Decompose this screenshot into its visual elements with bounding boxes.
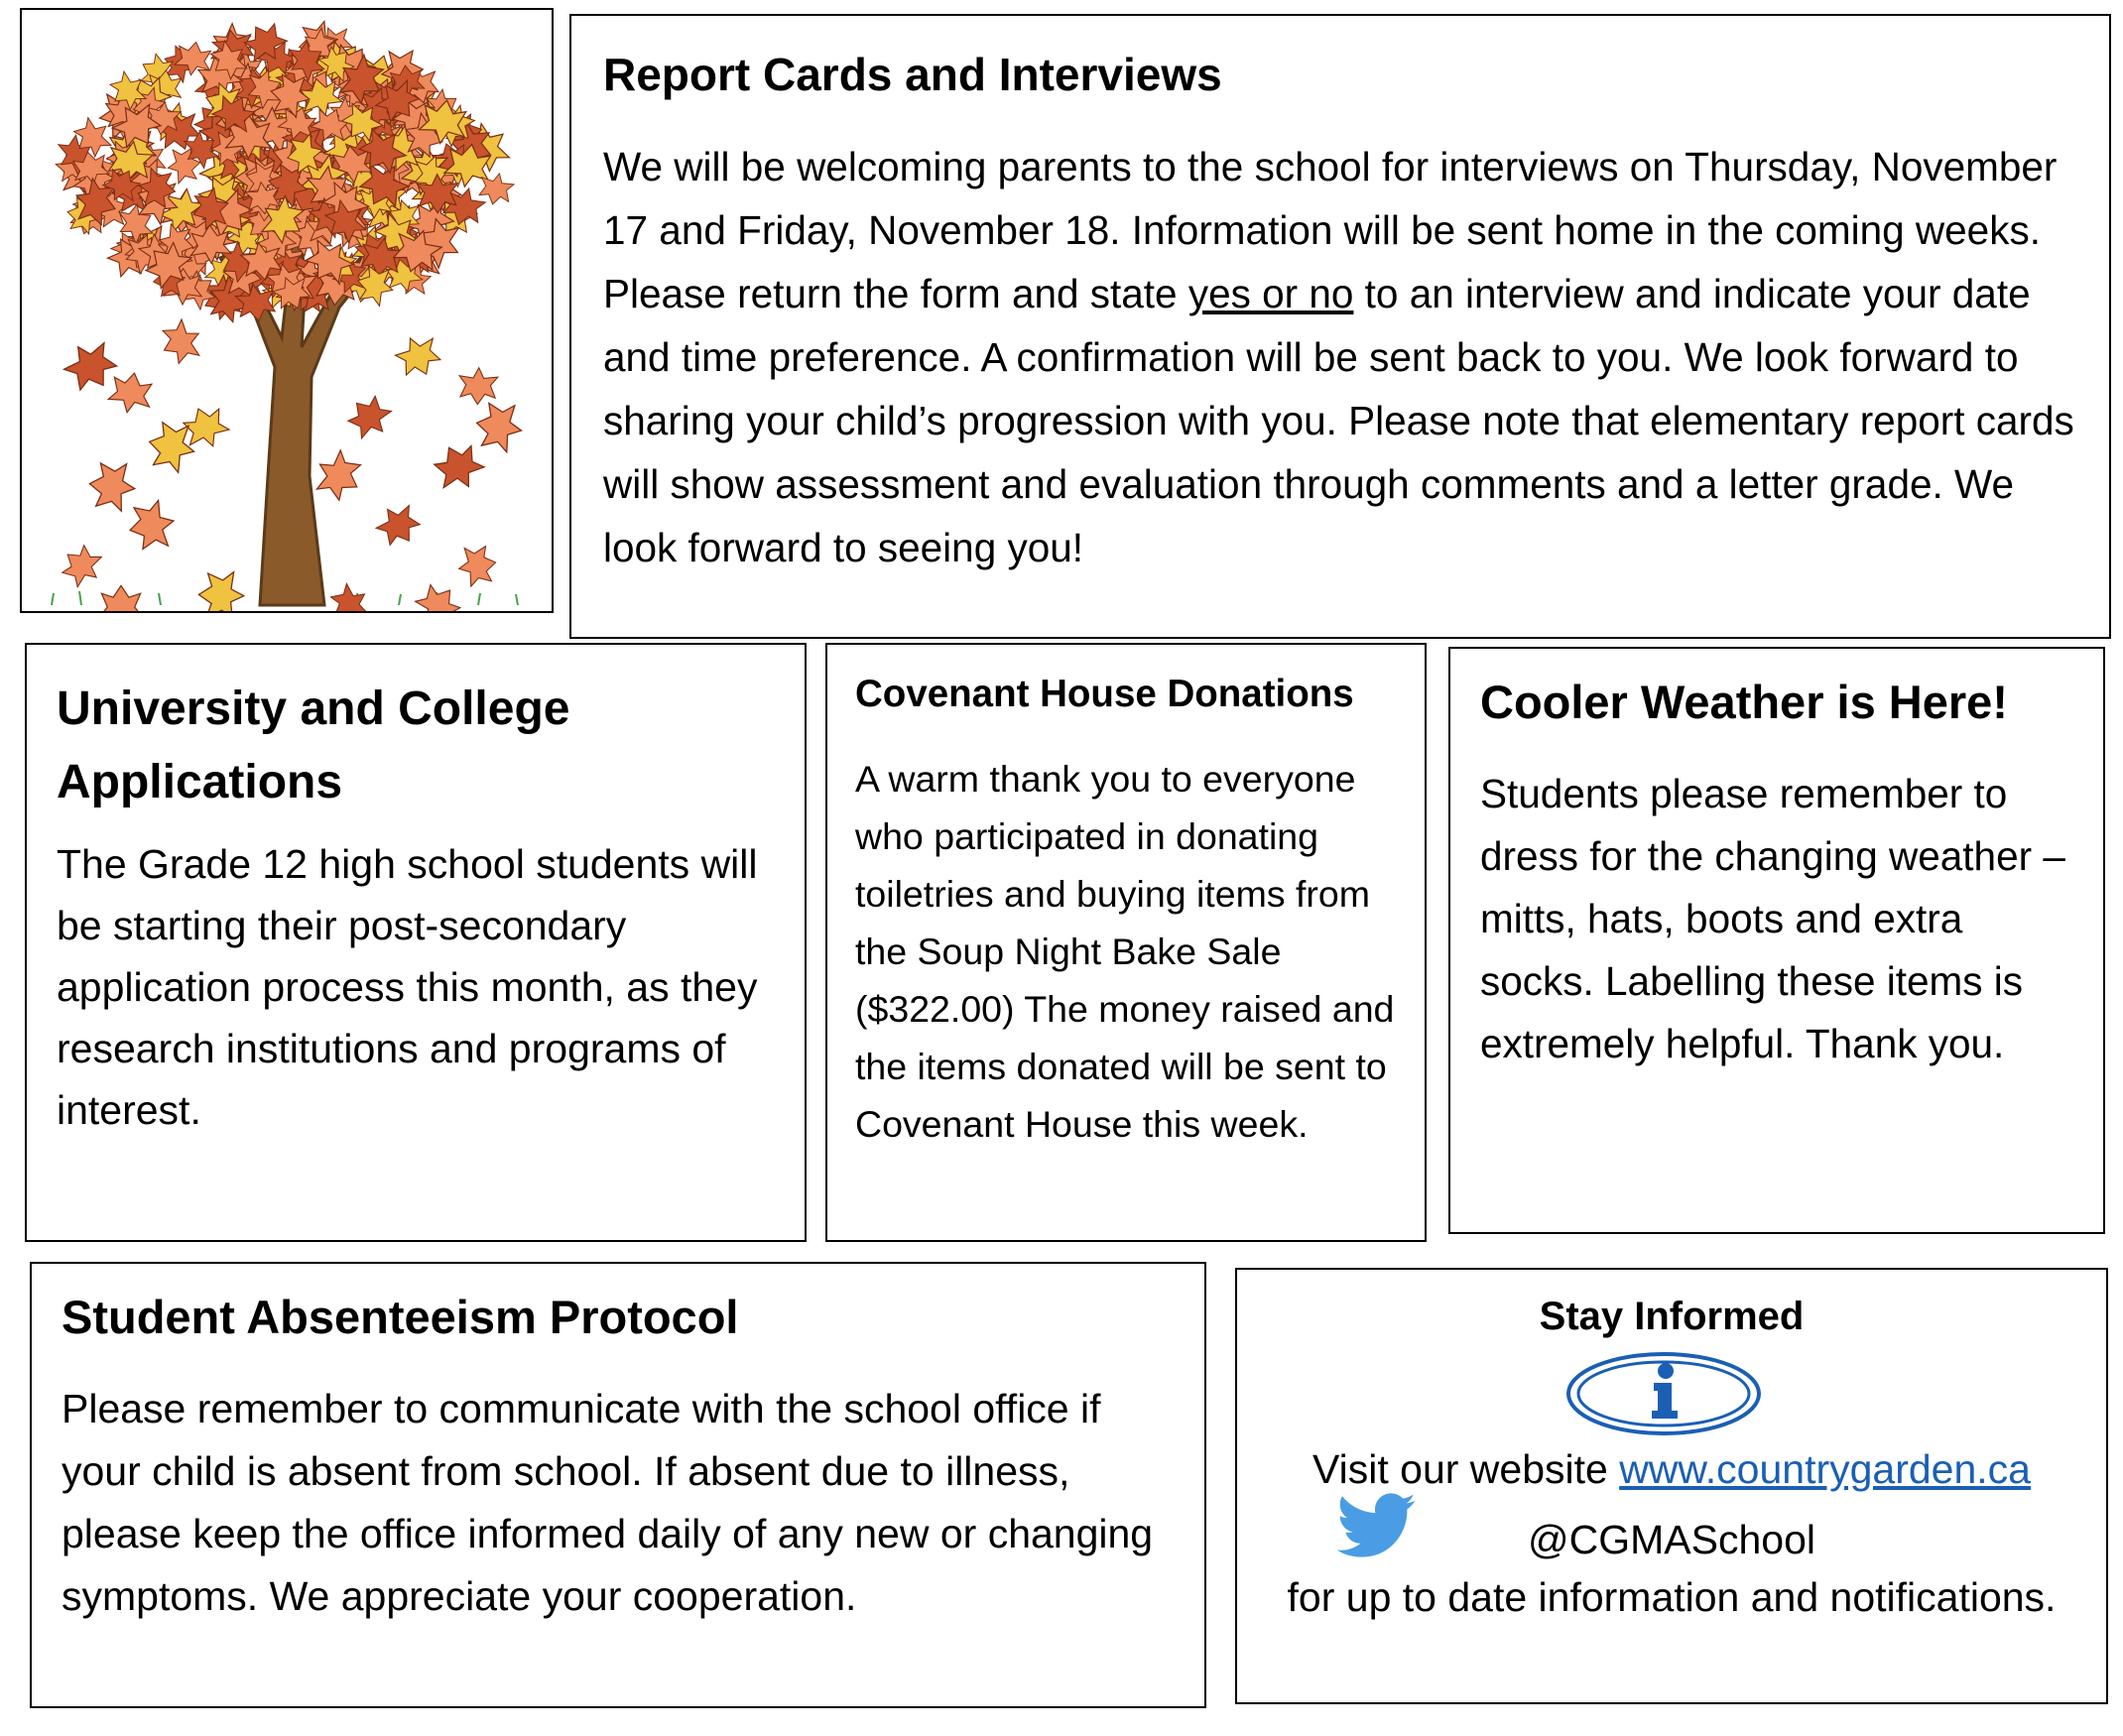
university-applications-title: University and College Applications — [57, 682, 570, 808]
report-cards-body-part2: to an interview and indicate your date and time preference. A confirmation will be sent back to you. We look forward to sharing your child’s progression with you. Please note that elementary report cards will show assessment and evaluation through comments and a letter grade. We look forward to seeing you! — [603, 271, 2074, 571]
leaf — [87, 460, 138, 513]
covenant-house-title: Covenant House Donations — [855, 673, 1354, 715]
leaf — [342, 390, 398, 445]
leaf — [56, 540, 108, 592]
report-cards-body — [603, 135, 2079, 579]
leaf — [371, 498, 426, 553]
visit-website-label: Visit our website — [1312, 1446, 1620, 1492]
leaf — [156, 315, 207, 368]
absenteeism-title: Student Absenteeism Protocol — [62, 1291, 739, 1343]
report-cards-section — [569, 14, 2111, 639]
autumn-tree-illustration — [22, 10, 552, 611]
leaf — [473, 400, 526, 454]
leaf — [455, 544, 498, 588]
cooler-weather-title: Cooler Weather is Here! — [1480, 676, 2008, 728]
report-cards-body-part1: We will be welcoming parents to the school for interviews on Thursday, November 17 and Friday, November 18. Information will be sent home in the coming weeks. Please return the form and state — [603, 144, 2058, 317]
university-applications-body: The Grade 12 high school students will be starting their post-secondary application process this month, as they research institutions and programs of interest. — [57, 841, 758, 1133]
cooler-weather-section — [1448, 647, 2105, 1234]
twitter-handle[interactable]: @CGMASchool — [1528, 1517, 1815, 1562]
leaf — [324, 578, 376, 611]
covenant-house-body: A warm thank you to everyone who participated in donating toiletries and buying items from the Soup Night Bake Sale ($322.00) The money raised and the items donated will be sent to Covenant House this week. — [855, 757, 1395, 1145]
cooler-weather-body: Students please remember to dress for the changing weather – mitts, hats, boots and extra socks. Labelling these items is extremely helpful. Thank you. — [1480, 771, 2065, 1067]
report-cards-title: Report Cards and Interviews — [603, 49, 1222, 100]
leaf — [125, 498, 179, 553]
university-applications-section — [25, 643, 807, 1242]
stay-informed-visit-line — [1237, 1440, 2106, 1498]
leaf — [429, 437, 489, 497]
absenteeism-body: Please remember to communicate with the school office if your child is absent from school. If absent due to illness, please keep the office informed daily of any new or changing symptoms. We appreciate your cooperation. — [62, 1386, 1154, 1620]
leaf — [58, 333, 123, 398]
covenant-house-section — [825, 643, 1427, 1242]
leaf — [106, 369, 155, 416]
leaf — [309, 445, 369, 507]
yes-or-no-underlined: yes or no — [1187, 271, 1354, 317]
stay-informed-footer: for up to date information and notifications. — [1287, 1574, 2057, 1620]
stay-informed-title: Stay Informed — [1539, 1295, 1805, 1338]
leaf — [198, 571, 245, 611]
info-icon — [1564, 1349, 1763, 1438]
leaf — [99, 585, 142, 611]
leaf — [410, 577, 466, 611]
website-link[interactable]: www.countrygarden.ca — [1619, 1446, 2031, 1492]
leaf — [458, 367, 498, 406]
leaf — [392, 330, 445, 383]
absenteeism-section — [30, 1262, 1206, 1708]
stay-informed-section — [1235, 1268, 2108, 1704]
autumn-tree-illustration-frame — [20, 8, 554, 613]
